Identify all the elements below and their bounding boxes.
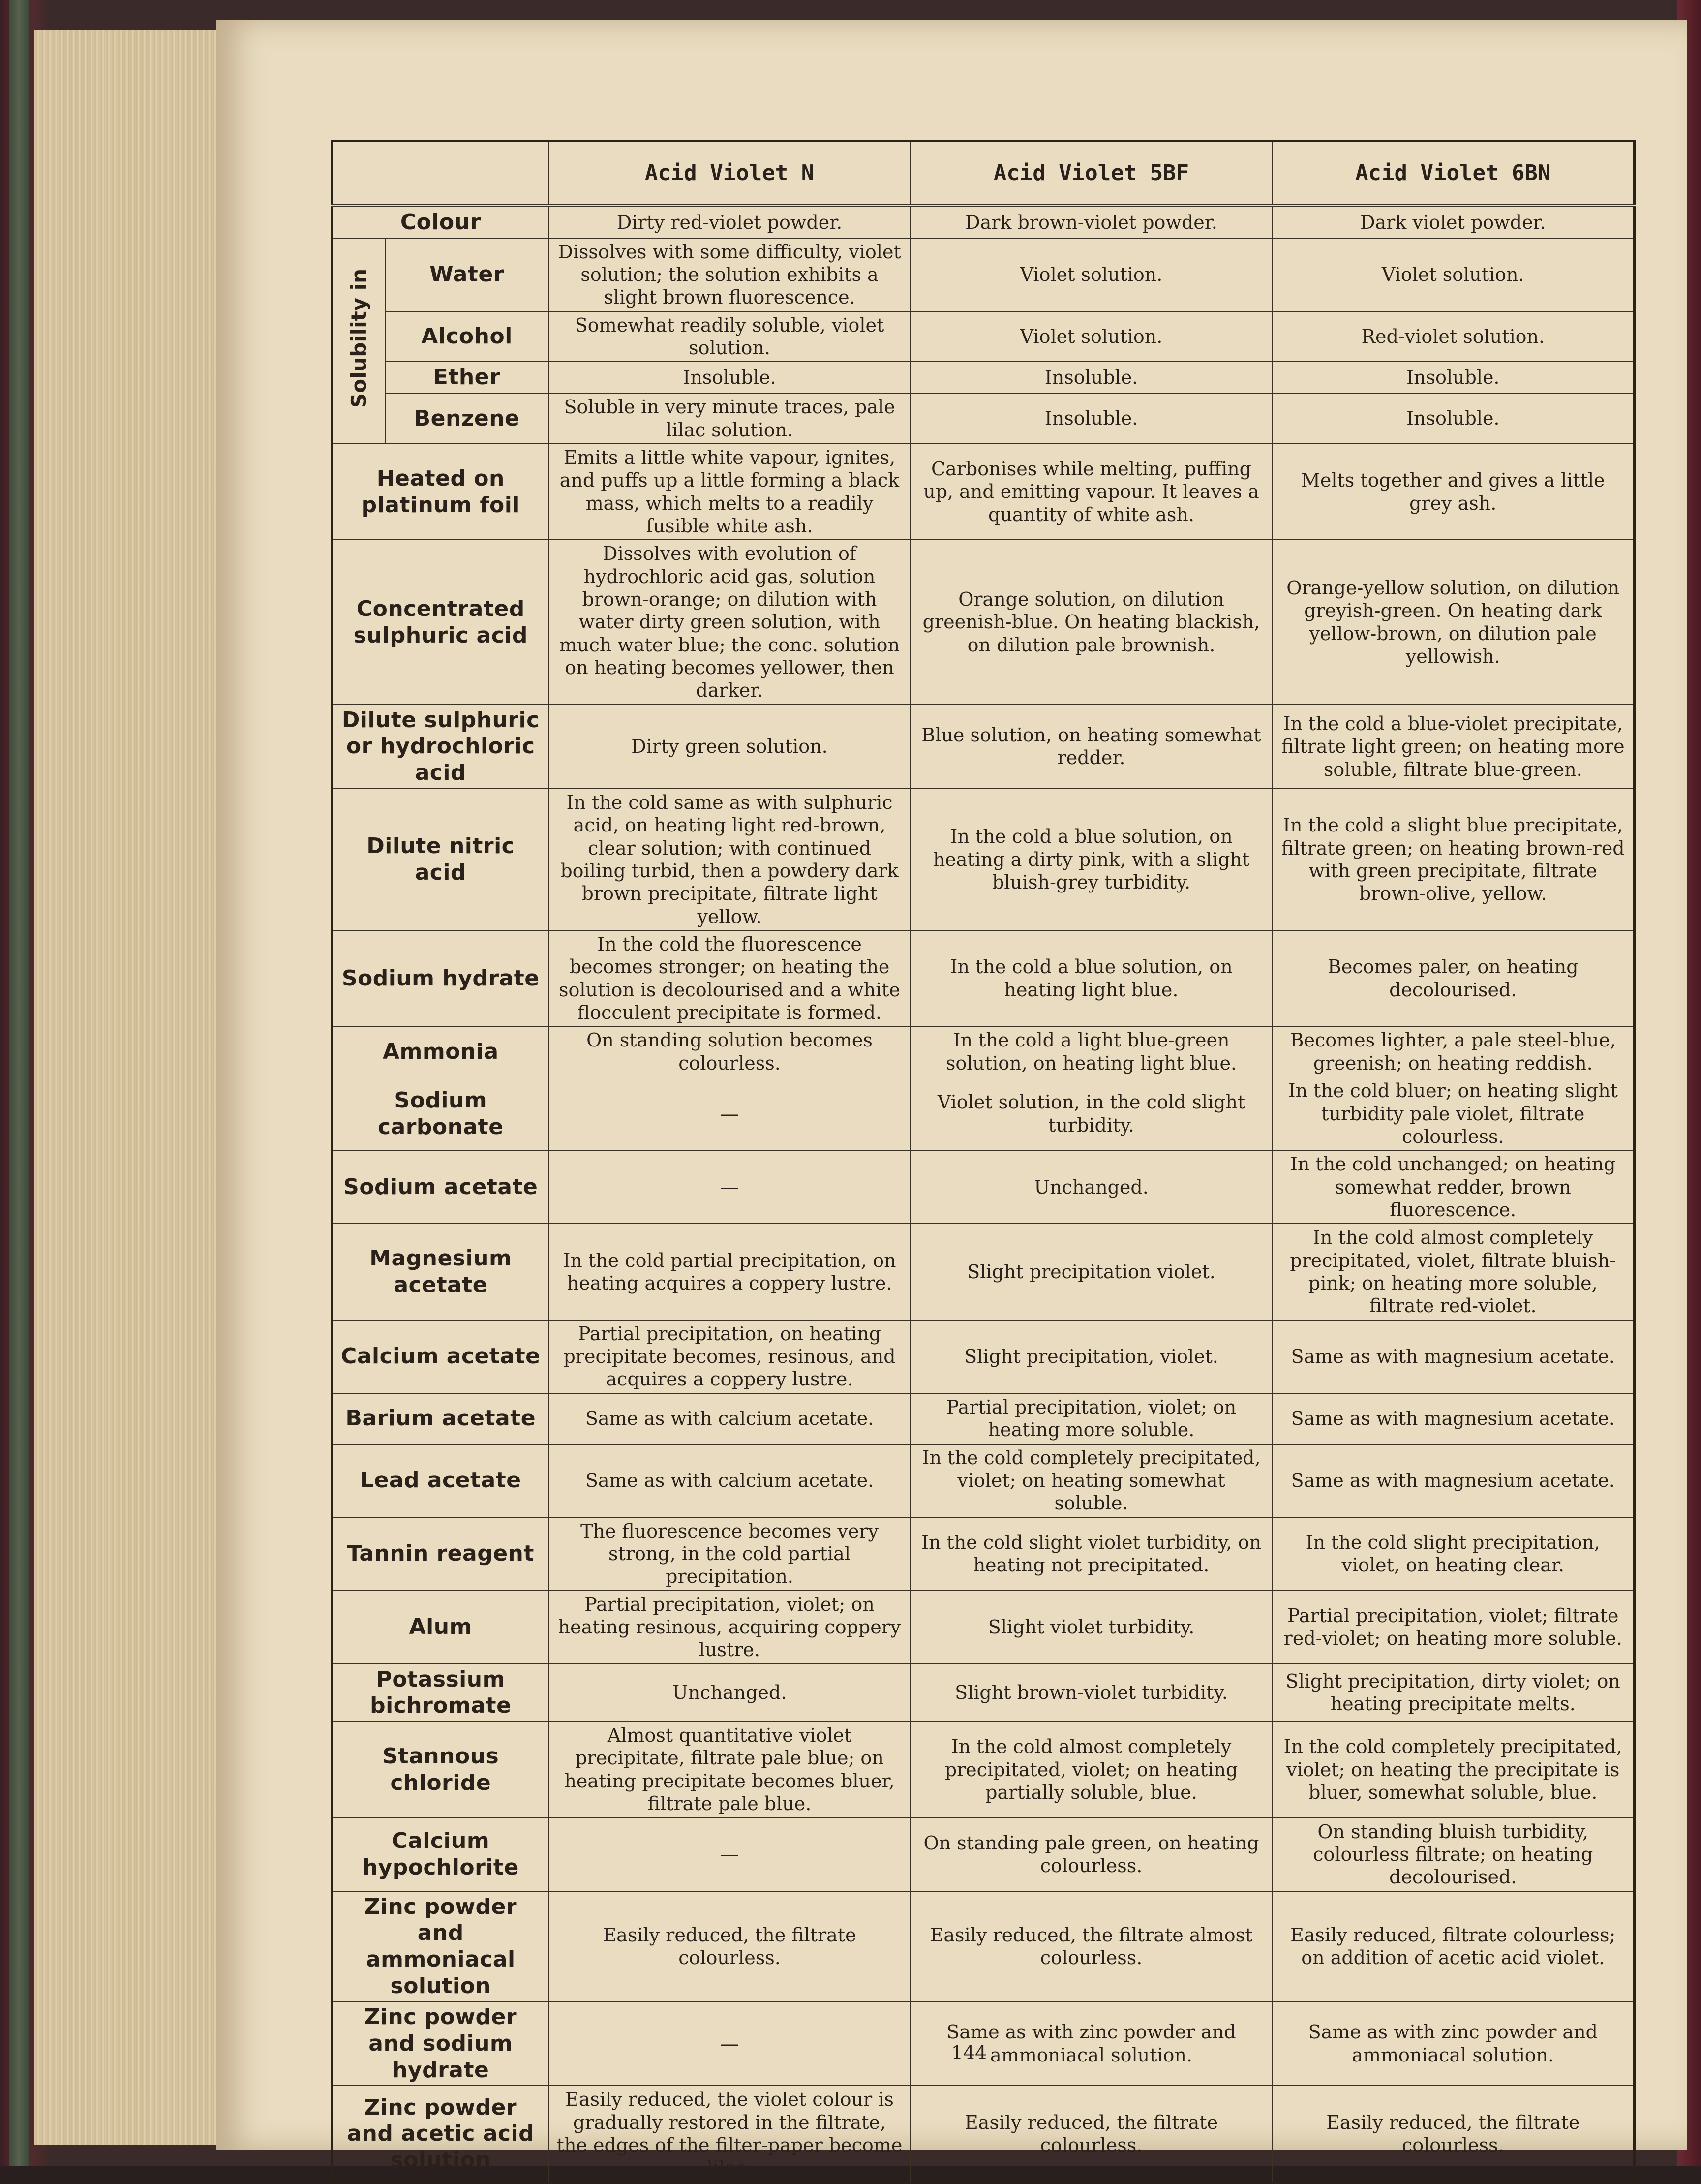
row-label: Concentrated sulphuric acid [332, 540, 549, 705]
row-label: Alum [332, 1591, 549, 1664]
cell-acid-violet-n: Insoluble. [549, 362, 911, 393]
table-row [332, 1150, 1635, 1224]
cell-acid-violet-n: Same as with calcium acetate. [549, 1444, 911, 1517]
cell-acid-violet-5bf: Dark brown-violet powder. [911, 206, 1273, 238]
cover-cloth-strip [9, 0, 29, 2166]
cell-acid-violet-5bf: Blue solution, on heating somewhat redder. [911, 705, 1273, 789]
row-label: Benzene [385, 393, 549, 444]
cell-acid-violet-6bn: Violet solution. [1273, 238, 1635, 311]
table-row [332, 1393, 1635, 1444]
cell-acid-violet-n: — [549, 1150, 911, 1224]
table-row [332, 789, 1635, 930]
table-row [332, 1077, 1635, 1150]
cell-acid-violet-6bn: On standing bluish turbidity, colourless filtrate; on heating decolourised. [1273, 1818, 1635, 1891]
cell-acid-violet-6bn: Becomes paler, on heating decolourised. [1273, 930, 1635, 1026]
cell-acid-violet-6bn: Insoluble. [1273, 393, 1635, 444]
cell-acid-violet-5bf: Unchanged. [911, 1150, 1273, 1224]
cell-acid-violet-6bn: In the cold almost completely precipitated, violet, filtrate bluish-pink; on heating more soluble, filtrate red-violet. [1273, 1224, 1635, 1320]
cell-acid-violet-6bn: In the cold unchanged; on heating somewhat redder, brown fluorescence. [1273, 1150, 1635, 1224]
table-row [332, 705, 1635, 789]
page-edges [34, 30, 241, 2145]
cell-acid-violet-6bn: In the cold completely precipitated, violet; on heating the precipitate is bluer, somewhat soluble, blue. [1273, 1722, 1635, 1817]
cell-acid-violet-6bn: Same as with magnesium acetate. [1273, 1444, 1635, 1517]
header-blank [332, 141, 549, 206]
header-acid-violet-n: Acid Violet N [549, 141, 911, 206]
table-row [332, 311, 1635, 362]
cell-acid-violet-6bn: Easily reduced, the filtrate colourless. [1273, 2086, 1635, 2183]
table-row [332, 2086, 1635, 2183]
row-label: Zinc powder and ammoniacal solution [332, 1891, 549, 2002]
cell-acid-violet-6bn: Becomes lighter, a pale steel-blue, greenish; on heating reddish. [1273, 1026, 1635, 1077]
cell-acid-violet-5bf: Slight brown-violet turbidity. [911, 1664, 1273, 1722]
cell-acid-violet-5bf: Carbonises while melting, puffing up, and emitting vapour. It leaves a quantity of white ash. [911, 444, 1273, 540]
table-row [332, 362, 1635, 393]
cell-acid-violet-5bf: In the cold a blue solution, on heating a dirty pink, with a slight bluish-grey turbidity. [911, 789, 1273, 930]
cell-acid-violet-5bf: On standing pale green, on heating colourless. [911, 1818, 1273, 1891]
table-row [332, 206, 1635, 238]
row-label: Sodium acetate [332, 1150, 549, 1224]
header-acid-violet-6bn: Acid Violet 6BN [1273, 141, 1635, 206]
row-label: Stannous chloride [332, 1722, 549, 1817]
cell-acid-violet-5bf: Same as with zinc powder and ammoniacal solution. [911, 2001, 1273, 2086]
cell-acid-violet-6bn: Easily reduced, filtrate colourless; on addition of acetic acid violet. [1273, 1891, 1635, 2002]
row-label: Alcohol [385, 311, 549, 362]
row-label: Sodium carbonate [332, 1077, 549, 1150]
dye-reactions-table [331, 140, 1636, 2184]
cell-acid-violet-5bf: Insoluble. [911, 393, 1273, 444]
cell-acid-violet-5bf: In the cold almost completely precipitated, violet; on heating partially soluble, blue. [911, 1722, 1273, 1817]
cell-acid-violet-n: Easily reduced, the filtrate colourless. [549, 1891, 911, 2002]
table-row [332, 444, 1635, 540]
table-row [332, 393, 1635, 444]
row-label: Sodium hydrate [332, 930, 549, 1026]
cell-acid-violet-5bf: In the cold completely precipitated, violet; on heating somewhat soluble. [911, 1444, 1273, 1517]
cell-acid-violet-n: Almost quantitative violet precipitate, filtrate pale blue; on heating precipitate becomes bluer, filtrate pale blue. [549, 1722, 911, 1817]
cell-acid-violet-n: Dissolves with evolution of hydrochloric acid gas, solution brown-orange; on dilution with water dirty green solution, with much water blue; the conc. solution on heating becomes yellower, then darker. [549, 540, 911, 705]
cell-acid-violet-n: — [549, 1077, 911, 1150]
cell-acid-violet-5bf: Slight precipitation violet. [911, 1224, 1273, 1320]
cell-acid-violet-n: Partial precipitation, on heating precipitate becomes, resinous, and acquires a coppery lustre. [549, 1320, 911, 1393]
cell-acid-violet-6bn: Melts together and gives a little grey ash. [1273, 444, 1635, 540]
row-label: Ether [385, 362, 549, 393]
table-row [332, 540, 1635, 705]
table-row [332, 1891, 1635, 2002]
cell-acid-violet-5bf: In the cold slight violet turbidity, on heating not precipitated. [911, 1517, 1273, 1591]
row-label: Zinc powder and acetic acid solution [332, 2086, 549, 2183]
cell-acid-violet-5bf: In the cold a light blue-green solution, on heating light blue. [911, 1026, 1273, 1077]
header-row [332, 141, 1635, 206]
cell-acid-violet-5bf: Violet solution. [911, 311, 1273, 362]
cell-acid-violet-n: Soluble in very minute traces, pale lilac solution. [549, 393, 911, 444]
cell-acid-violet-6bn: In the cold slight precipitation, violet, on heating clear. [1273, 1517, 1635, 1591]
cell-acid-violet-5bf: Violet solution, in the cold slight turbidity. [911, 1077, 1273, 1150]
cell-acid-violet-n: — [549, 2001, 911, 2086]
cell-acid-violet-n: In the cold partial precipitation, on heating acquires a coppery lustre. [549, 1224, 911, 1320]
row-label: Colour [332, 206, 549, 238]
cell-acid-violet-n: Dissolves with some difficulty, violet solution; the solution exhibits a slight brown fluorescence. [549, 238, 911, 311]
cell-acid-violet-5bf: Partial precipitation, violet; on heating more soluble. [911, 1393, 1273, 1444]
cell-acid-violet-n: Emits a little white vapour, ignites, and puffs up a little forming a black mass, which melts to a readily fusible white ash. [549, 444, 911, 540]
cell-acid-violet-6bn: Same as with magnesium acetate. [1273, 1320, 1635, 1393]
cell-acid-violet-5bf: Violet solution. [911, 238, 1273, 311]
row-label: Water [385, 238, 549, 311]
solubility-vertical-text: Solubility in [346, 268, 371, 408]
cell-acid-violet-5bf: Slight violet turbidity. [911, 1591, 1273, 1664]
row-label: Calcium hypochlorite [332, 1818, 549, 1891]
cell-acid-violet-n: Dirty green solution. [549, 705, 911, 789]
row-label: Zinc powder and sodium hydrate [332, 2001, 549, 2086]
row-label: Magnesium acetate [332, 1224, 549, 1320]
row-label: Dilute sulphuric or hydrochloric acid [332, 705, 549, 789]
cell-acid-violet-n: In the cold same as with sulphuric acid, on heating light red-brown, clear solution; with continued boiling turbid, then a powdery dark brown precipitate, filtrate light yellow. [549, 789, 911, 930]
table-row [332, 1026, 1635, 1077]
cell-acid-violet-n: Dirty red-violet powder. [549, 206, 911, 238]
cell-acid-violet-6bn: Dark violet powder. [1273, 206, 1635, 238]
cell-acid-violet-5bf: Orange solution, on dilution greenish-blue. On heating blackish, on dilution pale brownish. [911, 540, 1273, 705]
table-row [332, 1722, 1635, 1817]
table-row [332, 930, 1635, 1026]
row-label: Tannin reagent [332, 1517, 549, 1591]
cell-acid-violet-5bf: Slight precipitation, violet. [911, 1320, 1273, 1393]
table-row [332, 1517, 1635, 1591]
cell-acid-violet-n: On standing solution becomes colourless. [549, 1026, 911, 1077]
page-number: 144 [951, 2042, 987, 2063]
cell-acid-violet-n: In the cold the fluorescence becomes stronger; on heating the solution is decolourised and a white flocculent precipitate is formed. [549, 930, 911, 1026]
cell-acid-violet-n: Same as with calcium acetate. [549, 1393, 911, 1444]
table-row [332, 1224, 1635, 1320]
row-label: Barium acetate [332, 1393, 549, 1444]
cell-acid-violet-6bn: Red-violet solution. [1273, 311, 1635, 362]
cell-acid-violet-6bn: In the cold bluer; on heating slight turbidity pale violet, filtrate colourless. [1273, 1077, 1635, 1150]
cell-acid-violet-n: The fluorescence becomes very strong, in the cold partial precipitation. [549, 1517, 911, 1591]
cell-acid-violet-5bf: Easily reduced, the filtrate colourless. [911, 2086, 1273, 2183]
cell-acid-violet-6bn: In the cold a blue-violet precipitate, filtrate light green; on heating more soluble, filtrate blue-green. [1273, 705, 1635, 789]
table-row [332, 1818, 1635, 1891]
row-label: Lead acetate [332, 1444, 549, 1517]
cell-acid-violet-n: Easily reduced, the violet colour is gradually restored in the filtrate, the edges of the filter-paper become lilac. [549, 2086, 911, 2183]
cell-acid-violet-n: Partial precipitation, violet; on heating resinous, acquiring coppery lustre. [549, 1591, 911, 1664]
table-row [332, 1320, 1635, 1393]
cell-acid-violet-6bn: In the cold a slight blue precipitate, filtrate green; on heating brown-red with green precipitate, filtrate brown-olive, yellow. [1273, 789, 1635, 930]
row-label: Ammonia [332, 1026, 549, 1077]
cell-acid-violet-6bn: Same as with zinc powder and ammoniacal solution. [1273, 2001, 1635, 2086]
solubility-group-label [332, 238, 385, 444]
header-acid-violet-5bf: Acid Violet 5BF [911, 141, 1273, 206]
cell-acid-violet-6bn: Same as with magnesium acetate. [1273, 1393, 1635, 1444]
table-row [332, 238, 1635, 311]
table-row [332, 1444, 1635, 1517]
row-label: Heated on platinum foil [332, 444, 549, 540]
cell-acid-violet-n: Unchanged. [549, 1664, 911, 1722]
row-label: Dilute nitric acid [332, 789, 549, 930]
cell-acid-violet-n: — [549, 1818, 911, 1891]
cell-acid-violet-6bn: Insoluble. [1273, 362, 1635, 393]
cell-acid-violet-5bf: In the cold a blue solution, on heating light blue. [911, 930, 1273, 1026]
table-row [332, 1591, 1635, 1664]
cell-acid-violet-6bn: Slight precipitation, dirty violet; on heating precipitate melts. [1273, 1664, 1635, 1722]
table-row [332, 1664, 1635, 1722]
row-label: Potassium bichromate [332, 1664, 549, 1722]
cell-acid-violet-6bn: Orange-yellow solution, on dilution greyish-green. On heating dark yellow-brown, on dilution pale yellowish. [1273, 540, 1635, 705]
cell-acid-violet-n: Somewhat readily soluble, violet solution. [549, 311, 911, 362]
cell-acid-violet-6bn: Partial precipitation, violet; filtrate red-violet; on heating more soluble. [1273, 1591, 1635, 1664]
cell-acid-violet-5bf: Easily reduced, the filtrate almost colourless. [911, 1891, 1273, 2002]
cell-acid-violet-5bf: Insoluble. [911, 362, 1273, 393]
row-label: Calcium acetate [332, 1320, 549, 1393]
